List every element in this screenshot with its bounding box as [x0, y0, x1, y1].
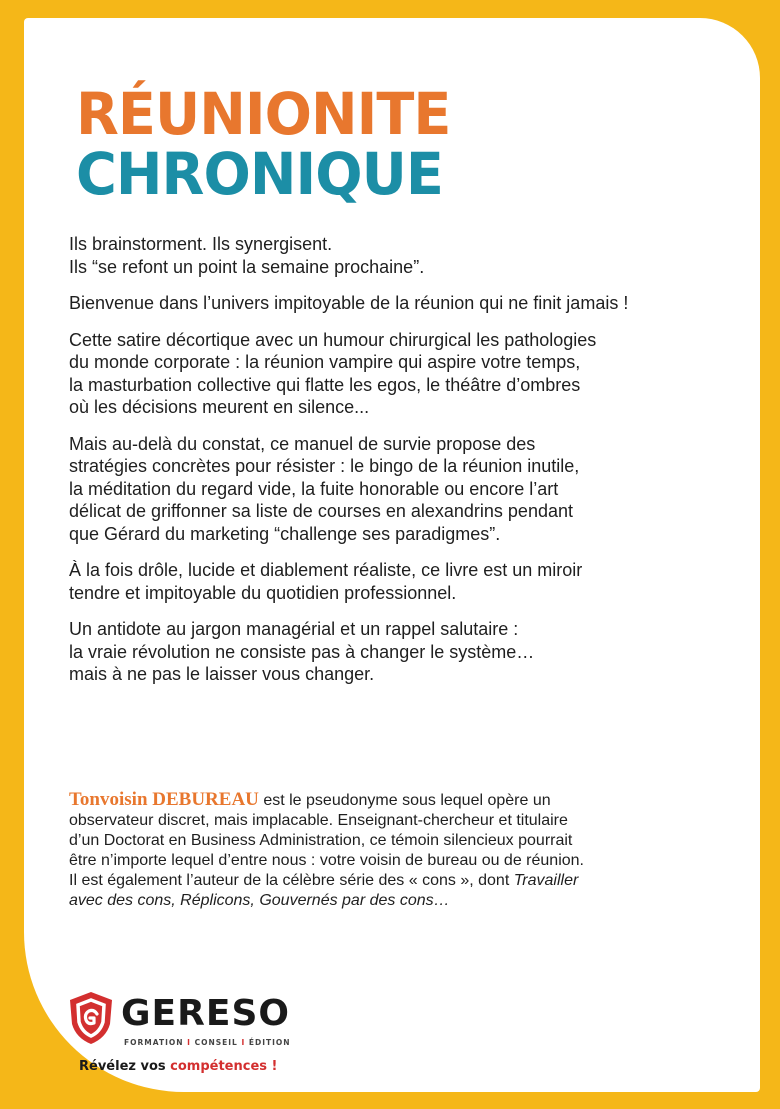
blurb-line: la méditation du regard vide, la fuite honorable ou encore l’art: [69, 478, 559, 499]
blurb-line: tendre et impitoyable du quotidien professionnel.: [69, 582, 457, 603]
blurb-line: Bienvenue dans l’univers impitoyable de la réunion qui ne finit jamais !: [69, 293, 629, 313]
blurb-line: Ils “se refont un point la semaine prochaine”.: [69, 256, 425, 277]
bio-text: Il est également l’auteur de la célèbre série des « cons », dont: [69, 872, 514, 889]
blurb-line: que Gérard du marketing “challenge ses paradigmes”.: [69, 523, 501, 544]
blurb-line: À la fois drôle, lucide et diablement réaliste, ce livre est un miroir: [69, 560, 583, 580]
title-line-1: RÉUNIONITE: [76, 80, 451, 148]
bio-text: observateur discret, mais implacable. Enseignant-chercheur et titulaire: [69, 812, 568, 829]
blurb-line: Un antidote au jargon managérial et un rappel salutaire :: [69, 619, 519, 639]
author-name: Tonvoisin DEBUREAU: [69, 789, 259, 810]
blurb-line: délicat de griffonner sa liste de courses en alexandrins pendant: [69, 501, 573, 521]
blurb: [69, 233, 729, 686]
blurb-line: où les décisions meurent en silence...: [69, 397, 370, 417]
tagline-start: Révélez vos: [79, 1059, 171, 1074]
book-title: [76, 80, 466, 208]
bio-text: être n’importe lequel d’entre nous : votre voisin de bureau ou de réunion.: [69, 852, 584, 869]
bio-text: est le pseudonyme sous lequel opère un: [258, 792, 551, 809]
publisher-name: GERESO: [121, 993, 290, 1034]
blurb-line: Mais au-delà du constat, ce manuel de survie propose des: [69, 433, 536, 454]
blurb-line: du monde corporate : la réunion vampire qui aspire votre temps,: [69, 352, 581, 372]
title-line-2: CHRONIQUE: [76, 140, 443, 208]
bio-book-titles: avec des cons, Réplicons, Gouvernés par des cons…: [69, 892, 450, 909]
publisher-sub-formation: FORMATION: [124, 1038, 184, 1047]
bio-text: d’un Doctorat en Business Administration, ce témoin silencieux pourrait: [69, 832, 573, 849]
publisher-sub-edition: ÉDITION: [248, 1038, 291, 1047]
tagline-accent: compétences !: [170, 1059, 278, 1074]
blurb-line: Cette satire décortique avec un humour chirurgical les pathologies: [69, 329, 597, 350]
blurb-paragraph-6: [69, 618, 729, 686]
publisher-subtitle: [124, 1038, 291, 1047]
separator: I: [241, 1038, 246, 1047]
blurb-line: stratégies concrètes pour résister : le bingo de la réunion inutile,: [69, 456, 580, 476]
blurb-line: mais à ne pas le laisser vous changer.: [69, 664, 375, 684]
publisher-tagline: [79, 1059, 277, 1074]
blurb-paragraph-1: [69, 233, 729, 278]
blurb-paragraph-3: [69, 329, 729, 419]
blurb-line: la masturbation collective qui flatte les egos, le théâtre d’ombres: [69, 374, 581, 395]
shield-logo-icon: [66, 990, 116, 1046]
author-bio: [69, 790, 709, 911]
bio-book-title: Travailler: [513, 872, 579, 889]
blurb-paragraph-4: [69, 433, 729, 546]
blurb-paragraph-5: [69, 559, 729, 604]
blurb-line: Ils brainstorment. Ils synergisent.: [69, 234, 333, 254]
separator: I: [187, 1038, 191, 1047]
blurb-paragraph-2: [69, 292, 729, 315]
blurb-line: la vraie révolution ne consiste pas à changer le système…: [69, 641, 535, 662]
publisher-sub-conseil: CONSEIL: [194, 1038, 238, 1047]
